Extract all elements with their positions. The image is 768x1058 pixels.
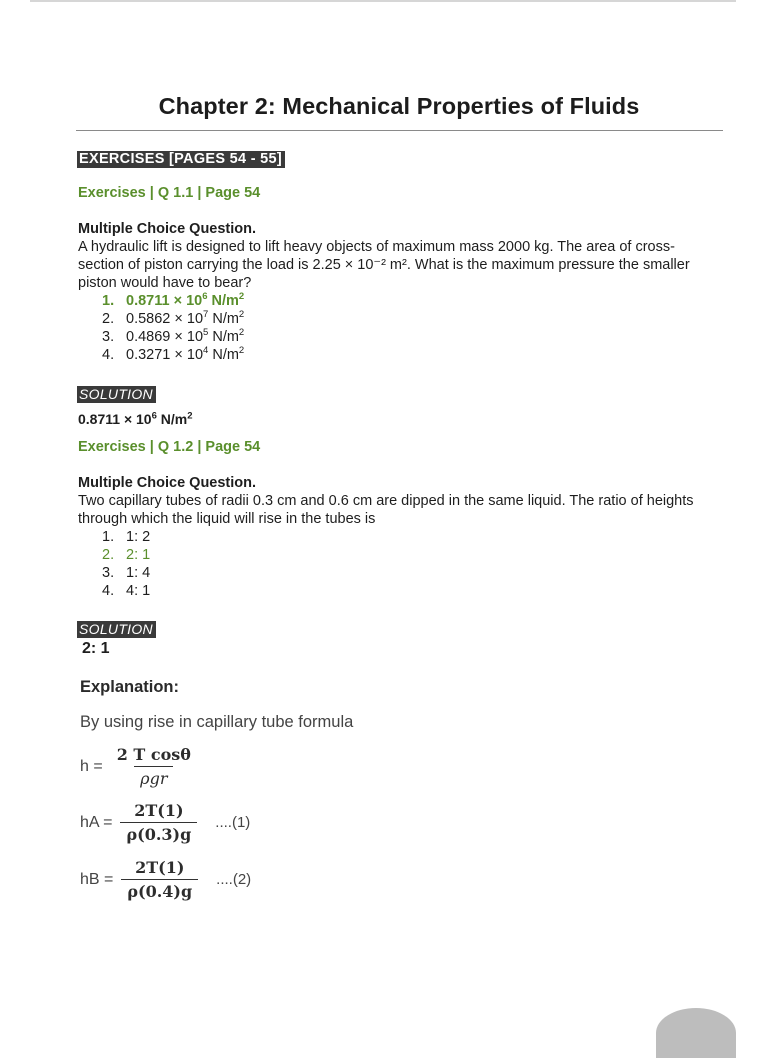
question-2-option-4: 4. 4: 1 <box>102 583 151 599</box>
question-2-options <box>102 528 150 600</box>
question-1-option-3: 3. $0.4869 \times 10^5$ $N/m^2$ <box>102 327 245 345</box>
page-title: Chapter 2: Mechanical Properties of Fluids <box>158 93 640 119</box>
question-1-option-1: 1. $0.8711 \times 10^6$ $N/m^2$ <box>102 291 245 309</box>
question-1-option-2: 2. $0.5862 \times 10^7$ $N/m^2$ <box>102 309 245 327</box>
question-2-solution-label: SOLUTION <box>77 621 156 638</box>
question-2-option-1: 1. 1: 2 <box>102 529 151 545</box>
explanation-intro: By using rise in capillary tube formula <box>80 713 354 731</box>
question-1-solution-label: SOLUTION <box>77 386 156 403</box>
formula-capillary-rise: h = $\frac{\text{2 T cosθ}}{\text{ρgr}}$ <box>80 745 191 788</box>
formula-hA: hA = $\frac{2T(1)}{\rho(0.3)g}$ ....(1) <box>80 801 251 844</box>
formula-hB: hB = $\frac{2T(1)}{\rho(0.4)g}$ ....(2) <box>80 858 252 901</box>
question-2-option-3: 3. 1: 4 <box>102 565 151 581</box>
top-rule <box>30 0 736 2</box>
title-divider <box>76 130 723 131</box>
question-2-text: Two capillary tubes of radii 0.3 cm and 0.6 cm are dipped in the same liquid. The ratio of heights through which the liquid will rise in the tubes is <box>78 493 694 527</box>
question-1-text: A hydraulic lift is designed to lift heavy objects of maximum mass 2000 kg. The area of cross-section of piston carrying the load is 2.25 × 10⁻² m². What is the maximum pressure the smaller piston would have to bear? <box>78 239 690 291</box>
page-turn-corner[interactable] <box>656 1008 736 1058</box>
question-2-option-2: 2. 2: 1 <box>102 547 151 563</box>
question-2-reference[interactable]: Exercises | Q 1.2 | Page 54 <box>78 439 261 455</box>
explanation-heading: Explanation: <box>80 678 180 696</box>
question-1-option-4: 4. $0.3271 \times 10^4$ $N/m^2$ <box>102 345 245 363</box>
question-1-reference[interactable]: Exercises | Q 1.1 | Page 54 <box>78 185 261 201</box>
section-label: EXERCISES [PAGES 54 - 55] <box>77 151 285 168</box>
question-2-solution-answer: 2: 1 <box>82 640 110 657</box>
question-1-heading: Multiple Choice Question. <box>78 221 257 237</box>
question-1-solution-answer: $0.8711 \times 10^6$ $N/m^2$ <box>78 410 193 427</box>
question-2-heading: Multiple Choice Question. <box>78 475 257 491</box>
question-1-options <box>102 292 244 364</box>
